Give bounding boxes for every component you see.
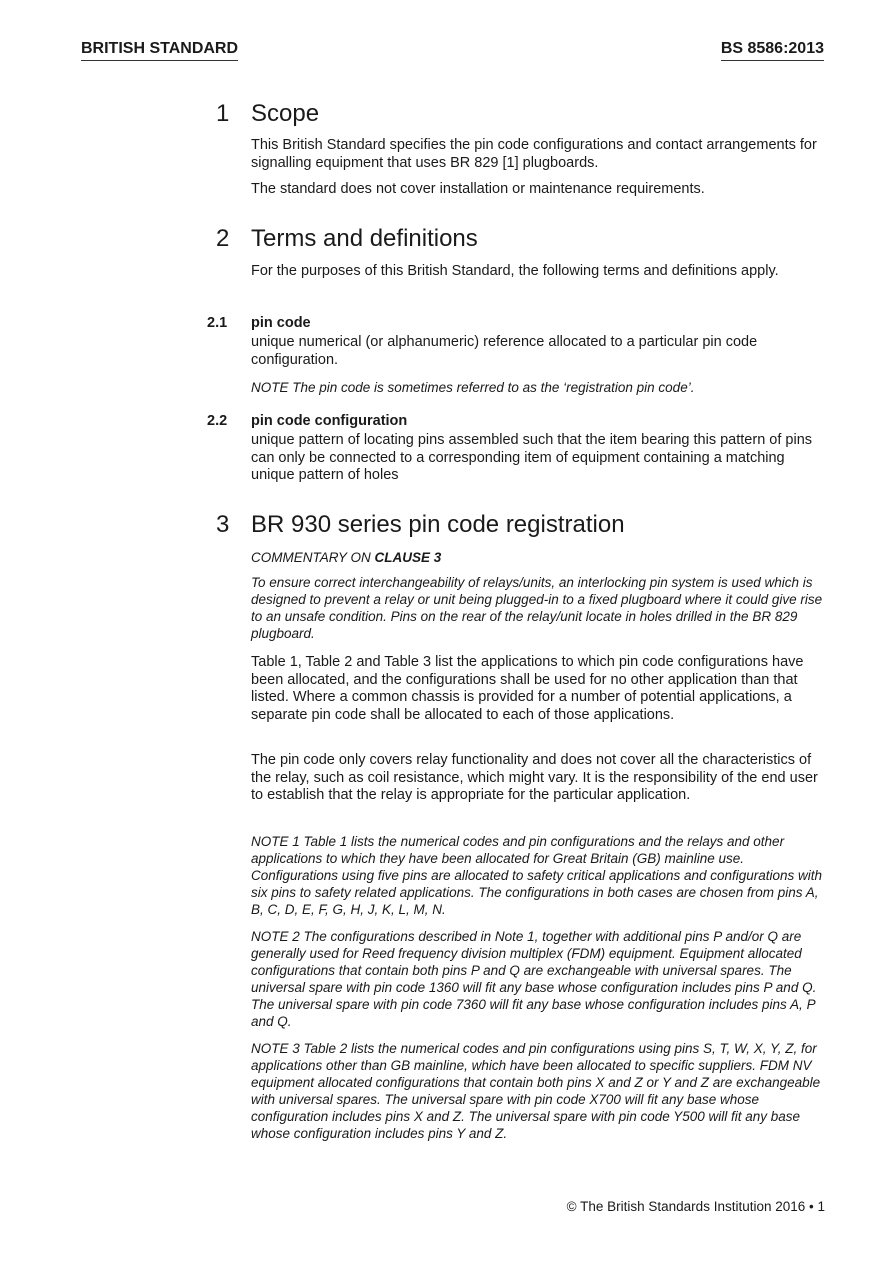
- term-title: pin code configuration: [251, 413, 408, 429]
- paragraph: The standard does not cover installation or maintenance requirements.: [251, 181, 705, 197]
- term-definition: unique pattern of locating pins assembled such that the item bearing this pattern of pins can only be connected to a corresponding item of equipment containing a matching unique pattern of holes: [251, 432, 813, 483]
- commentary-clause: CLAUSE 3: [374, 550, 442, 565]
- note-2: NOTE 2 The configurations described in Note 1, together with additional pins P and/or Q are generally used for Reed frequency division multiplex (FDM) equipment. Equipment allocated configurations that contain both pins P and Q are exchangeable with universal spares. The universal spare with pin code 1360 will fit any base whose configuration includes pins P and Q. The universal spare with pin code 7360 will fit any base whose configuration includes pins A, P and Q.: [251, 929, 817, 1029]
- note-3: NOTE 3 Table 2 lists the numerical codes and pin configurations using pins S, T, W, X, Y, Z, for applications other than GB mainline, which have been allocated to specific suppliers. FDM NV equipment allocated configurations that contain both pins X and Z or Y and Z are exchangeable with universal spares. The universal spare with pin code X700 will fit any base whose configuration includes pins X and Z. The universal spare with pin code Y500 will fit any base whose configuration includes pins Y and Z.: [251, 1041, 821, 1141]
- section-title: Scope: [251, 100, 320, 127]
- commentary-text: To ensure correct interchangeability of relays/units, an interlocking pin system is used which is designed to prevent a relay or unit being plugged-in to a fixed plugboard where it could give rise to an unsafe condition. Pins on the rear of the relay/unit locate in holes drilled in the BR 829 plugboard.: [251, 575, 823, 641]
- section-title: Terms and definitions: [251, 225, 478, 252]
- note-1: NOTE 1 Table 1 lists the numerical codes and pin configurations and the relays and other applications to which they have been allocated for Great Britain (GB) mainline use. Configurations using five pins are allocated to safety critical applications and configurations with six pins to safety related applications. The configurations in both cases are chosen from pins A, B, C, D, E, F, G, H, J, K, L, M, N.: [251, 834, 823, 917]
- paragraph: Table 1, Table 2 and Table 3 list the applications to which pin code configurations have been allocated, and the configurations shall be used for no other application than that listed. Where a common chassis is provided for a number of potential applications, a separate pin code shall be allocated to each of those applications.: [251, 654, 804, 723]
- section-number: 1: [216, 100, 230, 127]
- term-number: 2.1: [207, 315, 228, 331]
- term-definition: unique numerical (or alphanumeric) reference allocated to a particular pin code configuration.: [251, 334, 758, 368]
- paragraph: This British Standard specifies the pin code configurations and contact arrangements for signalling equipment that uses BR 829 [1] plugboards.: [251, 137, 817, 171]
- paragraph: The pin code only covers relay functionality and does not cover all the characteristics of the relay, such as coil resistance, which might vary. It is the responsibility of the end user to establish that the relay is appropriate for the particular application.: [251, 752, 818, 803]
- term-title: pin code: [251, 315, 311, 331]
- page-footer: © The British Standards Institution 2016 • 1: [566, 1199, 825, 1214]
- term-number: 2.2: [207, 413, 228, 429]
- commentary-label: COMMENTARY ON: [251, 550, 375, 565]
- header-left-label: BRITISH STANDARD: [81, 40, 238, 61]
- section-title: BR 930 series pin code registration: [251, 511, 625, 538]
- commentary-heading: [251, 549, 826, 566]
- note: NOTE The pin code is sometimes referred to as the ‘registration pin code’.: [251, 380, 695, 395]
- header-right-label: BS 8586:2013: [721, 40, 824, 61]
- section-number: 3: [216, 511, 230, 538]
- section-number: 2: [216, 225, 230, 252]
- paragraph: For the purposes of this British Standard, the following terms and definitions apply.: [251, 263, 779, 279]
